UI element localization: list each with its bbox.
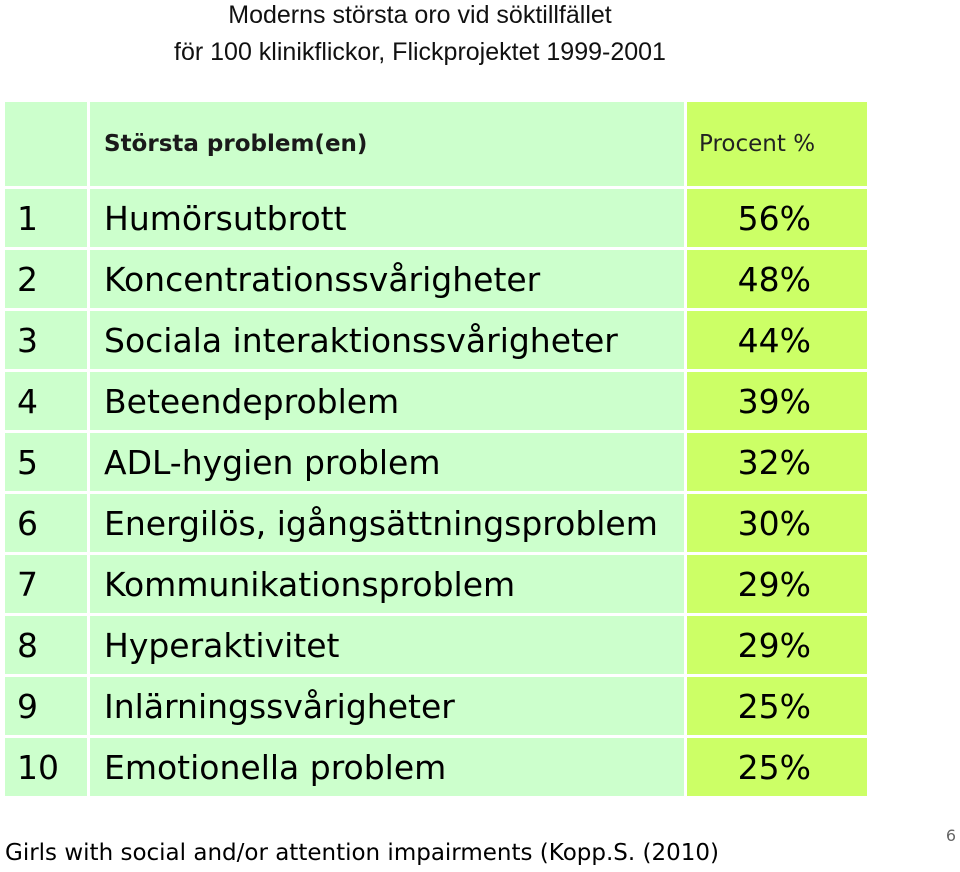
row-2-percent: 48% [687,250,867,308]
row-8-percent: 29% [687,616,867,674]
row-9-percent: 25% [687,677,867,735]
row-5-num: 5 [5,433,87,491]
source-citation: Girls with social and/or attention impairments (Kopp.S. (2010) [5,840,719,866]
row-4-problem: Beteendeproblem [90,372,684,430]
row-3-num: 3 [5,311,87,369]
row-4-num: 4 [5,372,87,430]
row-3-problem: Sociala interaktionssvårigheter [90,311,684,369]
header-problem-cell: Största problem(en) [90,102,684,186]
row-10-problem: Emotionella problem [90,738,684,796]
row-7-problem: Kommunikationsproblem [90,555,684,613]
row-4-percent: 39% [687,372,867,430]
row-9-problem: Inlärningssvårigheter [90,677,684,735]
row-5-percent: 32% [687,433,867,491]
row-6-problem: Energilös, igångsättningsproblem [90,494,684,552]
row-7-num: 7 [5,555,87,613]
row-6-num: 6 [5,494,87,552]
row-8-problem: Hyperaktivitet [90,616,684,674]
slide-title-line-2: för 100 klinikflickor, Flickprojektet 1999-2001 [174,38,666,66]
row-3-percent: 44% [687,311,867,369]
page-number: 6 [945,826,956,845]
row-2-problem: Koncentrationssvårigheter [90,250,684,308]
row-8-num: 8 [5,616,87,674]
row-10-num: 10 [5,738,87,796]
row-7-percent: 29% [687,555,867,613]
row-10-percent: 25% [687,738,867,796]
row-1-problem: Humörsutbrott [90,189,684,247]
row-9-num: 9 [5,677,87,735]
row-1-percent: 56% [687,189,867,247]
problems-table [5,102,863,796]
header-percent-cell: Procent % [687,102,867,186]
row-2-num: 2 [5,250,87,308]
slide-title-line-1: Moderns största oro vid söktillfället [228,1,612,29]
header-num-cell [5,102,87,186]
row-1-num: 1 [5,189,87,247]
row-5-problem: ADL-hygien problem [90,433,684,491]
row-6-percent: 30% [687,494,867,552]
